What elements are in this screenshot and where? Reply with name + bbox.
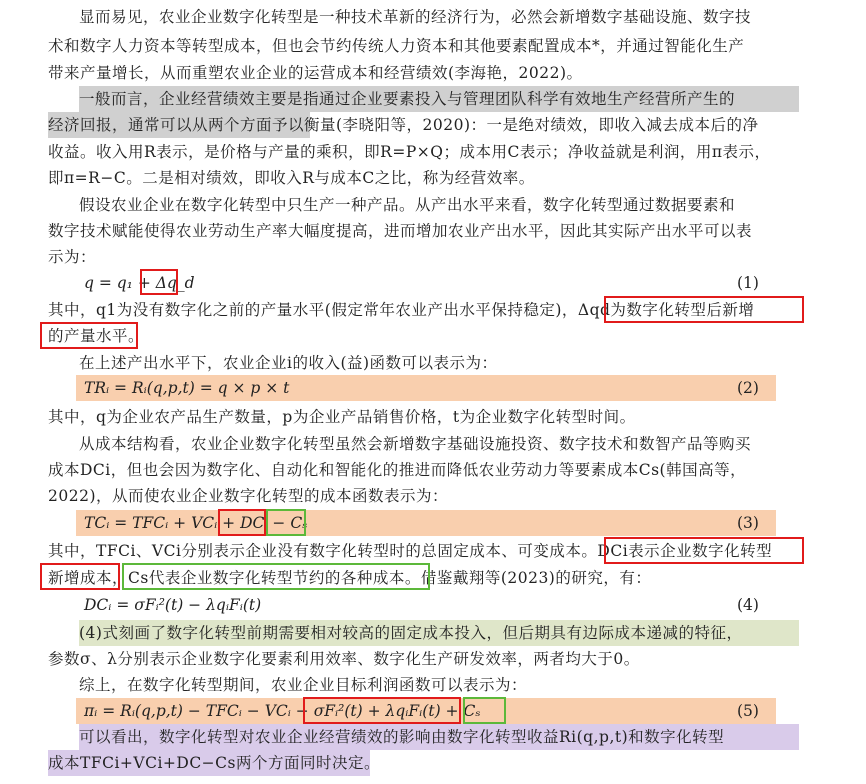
annotation-box <box>604 537 804 564</box>
text-span: 参数σ、λ分别表示企业数字化要素利用效率、数字化生产研发效率，两者均大于0。 <box>48 650 640 668</box>
annotation-box <box>40 322 138 349</box>
text-span: 即π=R−C。二是相对绩效，即收入R与成本C之比，称为经营效率。 <box>48 169 535 187</box>
text-span: (4)式刻画了数字化转型前期需要相对较高的固定成本投入，但后期具有边际成本递减的特征， <box>79 624 743 642</box>
paragraph-line <box>48 86 808 112</box>
annotation-box <box>40 563 120 590</box>
text-span: 一般而言，企业经营绩效主要是指通过企业要素投入与管理团队科学有效地生产经营所产生的 <box>79 90 736 108</box>
paragraph-line <box>48 112 808 138</box>
paragraph-line <box>48 4 808 30</box>
text-span: 数字技术赋能使得农业劳动生产率大幅度提高，进而增加农业产出水平，因此其实际产出水平可以表 <box>48 222 753 240</box>
text-span: 带来产量增长，从而重塑农业企业的运营成本和经营绩效(李海艳，2022)。 <box>48 64 583 82</box>
paragraph-line <box>48 244 808 270</box>
equation-text: DCᵢ = σFᵢ²(t) − λqᵢFᵢ(t) <box>84 596 262 614</box>
paragraph-line <box>48 750 808 776</box>
text-span: 新增成本，Cs代表企业数字化转型节约的各种成本。借鉴戴翔等(2023)的研究，有： <box>48 569 652 587</box>
text-span: 在上述产出水平下，农业企业i的收入(益)函数可以表示为： <box>79 354 498 372</box>
paragraph-line <box>48 165 808 191</box>
paragraph-line <box>48 724 808 750</box>
paragraph-line <box>48 33 808 59</box>
text-span: 示为： <box>48 248 97 266</box>
text-span: 可以看出，数字化转型对农业企业经营绩效的影响由数字化转型收益Ri(q,p,t)和数字化转型 <box>79 728 725 746</box>
annotation-box <box>303 697 461 724</box>
text-span: 从成本结构看，农业企业数字化转型虽然会新增数字基础设施投资、数字技术和数智产品等购买 <box>79 435 752 453</box>
annotation-box-green <box>463 697 506 724</box>
paragraph-line <box>48 139 808 165</box>
text-span: 术和数字人力资本等转型成本，但也会节约传统人力资本和其他要素配置成本*，并通过智能化生产 <box>48 37 745 55</box>
equation-4 <box>84 592 261 618</box>
text-span: 的产量水平。 <box>48 327 145 345</box>
text-span: 显而易见，农业企业数字化转型是一种技术革新的经济行为，必然会新增数字基础设施、数字技 <box>79 8 752 26</box>
equation-text: TCᵢ = TFCᵢ + VCᵢ + DCᵢ − Cₛ <box>84 514 308 532</box>
annotation-box <box>140 269 178 295</box>
paragraph-line <box>48 672 808 698</box>
equation-number: (2) <box>737 379 759 397</box>
paragraph-line <box>48 404 808 430</box>
text-span: 2022)，从而使农业企业数字化转型的成本函数表示为： <box>48 487 448 505</box>
paragraph-line <box>48 431 808 457</box>
annotation-box <box>218 509 266 536</box>
equation-text: TRᵢ = Rᵢ(q,p,t) = q × p × t <box>84 379 290 397</box>
equation-text: πᵢ = Rᵢ(q,p,t) − TFCᵢ − VCᵢ − σFᵢ²(t) + λqᵢFᵢ(t) + Cₛ <box>84 702 481 720</box>
equation-number: (5) <box>737 702 759 720</box>
annotation-box-green <box>266 509 306 536</box>
text-span: 成本DCi，但也会因为数字化、自动化和智能化的推进而降低农业劳动力等要素成本Cs(韩国高等， <box>48 461 747 479</box>
text-span: 其中，q1为没有数字化之前的产量水平(假定常年农业产出水平保持稳定)，Δqd为数字化转型后新增 <box>48 301 755 319</box>
equation-2 <box>84 375 289 401</box>
text-span: 其中，q为企业农产品生产数量，p为企业产品销售价格，t为企业数字化转型时间。 <box>48 408 636 426</box>
paragraph-line <box>48 620 808 646</box>
text-span: 成本TFCi+VCi+DC−Cs两个方面同时决定。 <box>48 754 380 772</box>
paragraph-line <box>48 192 808 218</box>
equation-number: (3) <box>737 514 759 532</box>
paragraph-line <box>48 483 808 509</box>
paragraph-line <box>48 323 808 349</box>
equation-number: (4) <box>737 596 759 614</box>
text-span: 收益。收入用R表示，是价格与产量的乘积，即R=P×Q；成本用C表示；净收益就是利润，用π表示， <box>48 143 771 161</box>
paragraph-line <box>48 350 808 376</box>
paragraph-line <box>48 60 808 86</box>
text-span: 其中，TFCi、VCi分别表示企业没有数字化转型时的总固定成本、可变成本。DCi表示企业数字化转型 <box>48 542 773 560</box>
text-span: 经济回报，通常可以从两个方面予以衡量(李晓阳等，2020)：一是绝对绩效，即收入减去成本后的净 <box>48 116 759 134</box>
text-span: 综上，在数字化转型期间，农业企业目标利润函数可以表示为： <box>79 676 528 694</box>
annotation-box <box>604 296 804 323</box>
equation-number: (1) <box>737 274 759 292</box>
equation-text: q = q₁ + Δq_d <box>84 274 195 292</box>
paragraph-line <box>48 218 808 244</box>
paragraph-line <box>48 646 808 672</box>
annotation-box-green <box>122 563 430 590</box>
text-span: 假设农业企业在数字化转型中只生产一种产品。从产出水平来看，数字化转型通过数据要素和 <box>79 196 736 214</box>
paragraph-line <box>48 457 808 483</box>
